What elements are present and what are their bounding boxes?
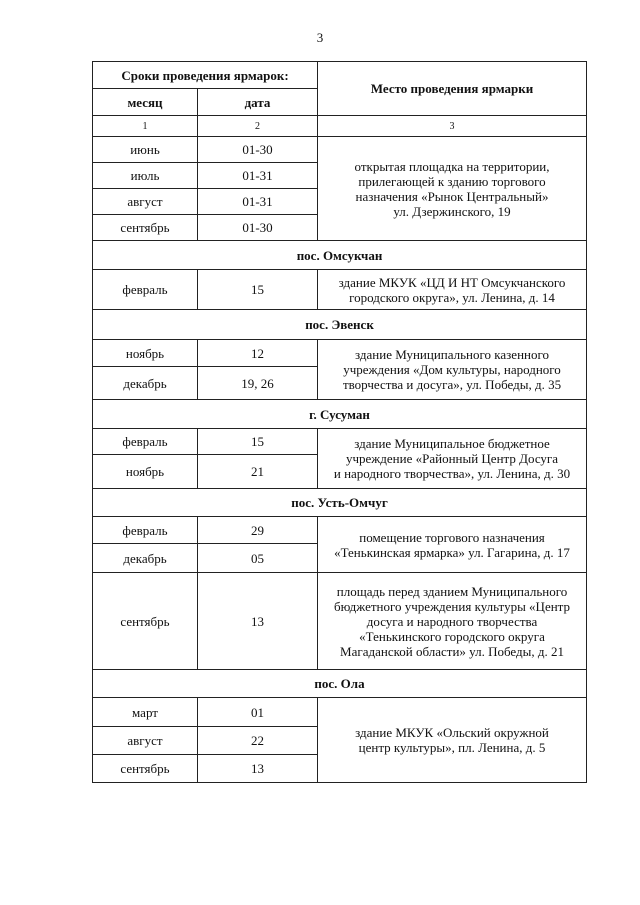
place-header: Место проведения ярмарки	[318, 62, 587, 116]
date-cell: 21	[198, 455, 318, 489]
section-title: пос. Усть-Омчуг	[93, 489, 587, 517]
place-cell	[318, 573, 587, 670]
table-row	[93, 429, 587, 455]
month-cell: февраль	[93, 429, 198, 455]
place-cell	[318, 429, 587, 489]
place-line: прилегающей к зданию торгового	[358, 173, 546, 189]
section-row	[93, 489, 587, 517]
date-cell: 13	[198, 755, 318, 783]
month-cell: сентябрь	[93, 573, 198, 670]
date-cell: 12	[198, 340, 318, 367]
place-cell	[318, 517, 587, 573]
month-cell: март	[93, 698, 198, 727]
place-line: и народного творчества», ул. Ленина, д. 30	[333, 466, 571, 481]
column-number-row	[93, 116, 587, 137]
place-line: учреждения «Дом культуры, народного	[343, 362, 561, 377]
place-line: площадь перед зданием Муниципального	[336, 583, 568, 599]
place-line: центр культуры», пл. Ленина, д. 5	[358, 740, 546, 755]
place-line: здание Муниципальное бюджетное	[354, 436, 550, 451]
month-cell: ноябрь	[93, 455, 198, 489]
place-line: помещение торгового назначения	[359, 529, 545, 545]
date-cell: 13	[198, 573, 318, 670]
place-line: открытая площадка на территории,	[354, 158, 550, 174]
place-cell	[318, 698, 587, 783]
place-line: здание МКУК «ЦД И НТ Омсукчанского	[338, 274, 566, 290]
place-line: здание МКУК «Ольский окружной	[355, 725, 549, 740]
column-number: 2	[198, 116, 318, 137]
date-cell: 01-30	[198, 215, 318, 241]
date-cell: 15	[198, 270, 318, 310]
month-cell: декабрь	[93, 544, 198, 573]
month-cell: июнь	[93, 137, 198, 163]
column-number: 1	[93, 116, 198, 137]
place-line: бюджетного учреждения культуры «Центр	[334, 598, 571, 614]
date-cell: 22	[198, 727, 318, 755]
date-cell: 29	[198, 517, 318, 544]
place-cell	[318, 137, 587, 241]
table-row	[93, 340, 587, 367]
page-number: 3	[316, 30, 324, 45]
section-title: г. Сусуман	[93, 400, 587, 429]
month-cell: август	[93, 727, 198, 755]
section-row	[93, 670, 587, 698]
place-cell	[318, 270, 587, 310]
month-cell: февраль	[93, 517, 198, 544]
table-row	[93, 137, 587, 163]
date-cell: 05	[198, 544, 318, 573]
section-title: пос. Эвенск	[93, 310, 587, 340]
section-row	[93, 241, 587, 270]
place-cell	[318, 340, 587, 400]
month-header: месяц	[93, 89, 198, 116]
month-cell: ноябрь	[93, 340, 198, 367]
section-row	[93, 400, 587, 429]
month-cell: декабрь	[93, 367, 198, 400]
place-line: «Тенькинская ярмарка» ул. Гагарина, д. 17	[334, 544, 570, 560]
month-cell: февраль	[93, 270, 198, 310]
month-cell: сентябрь	[93, 215, 198, 241]
table-row	[93, 698, 587, 727]
fairs-schedule-table	[92, 61, 587, 783]
date-header: дата	[198, 89, 318, 116]
place-line: Магаданской области» ул. Победы, д. 21	[340, 643, 564, 659]
table-row	[93, 517, 587, 544]
header-row	[93, 62, 587, 89]
date-cell: 01-31	[198, 189, 318, 215]
place-line: здание Муниципального казенного	[355, 347, 549, 362]
place-line: досуга и народного творчества	[366, 613, 538, 629]
table-row	[93, 270, 587, 310]
date-cell: 15	[198, 429, 318, 455]
section-row	[93, 310, 587, 340]
place-line: «Тенькинского городского округа	[359, 628, 545, 644]
period-header: Сроки проведения ярмарок:	[93, 62, 318, 89]
place-line: городского округа», ул. Ленина, д. 14	[349, 289, 555, 305]
date-cell: 01	[198, 698, 318, 727]
date-cell: 19, 26	[198, 367, 318, 400]
place-line: творчества и досуга», ул. Победы, д. 35	[342, 377, 562, 392]
date-cell: 01-30	[198, 137, 318, 163]
month-cell: сентябрь	[93, 755, 198, 783]
place-line: учреждение «Районный Центр Досуга	[346, 451, 559, 466]
table-row	[93, 573, 587, 670]
section-title: пос. Ола	[93, 670, 587, 698]
place-line: назначения «Рынок Центральный»	[355, 188, 549, 204]
section-title: пос. Омсукчан	[93, 241, 587, 270]
date-cell: 01-31	[198, 163, 318, 189]
month-cell: август	[93, 189, 198, 215]
column-number: 3	[318, 116, 587, 137]
month-cell: июль	[93, 163, 198, 189]
place-line: ул. Дзержинского, 19	[393, 203, 511, 219]
